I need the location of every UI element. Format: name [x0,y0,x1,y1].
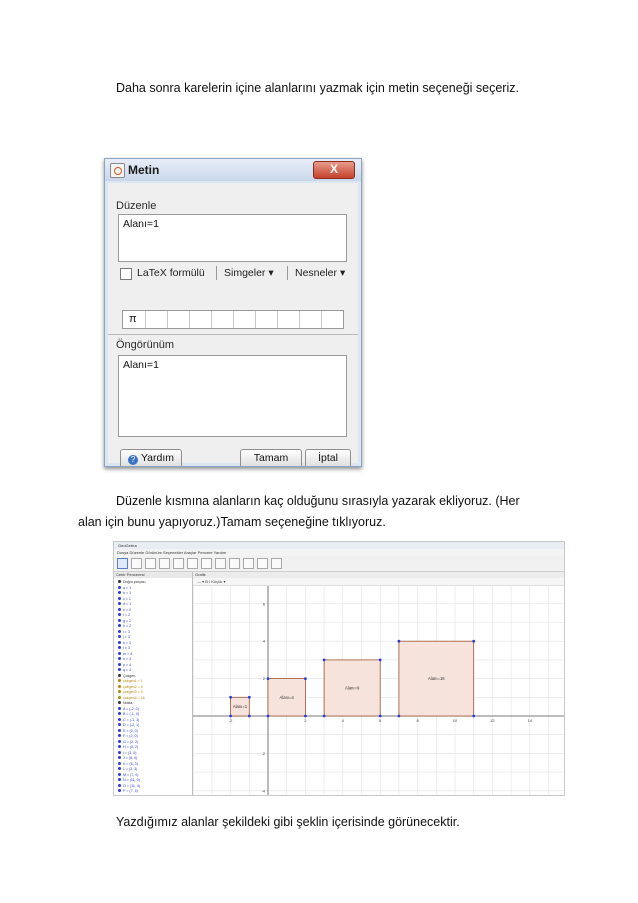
geogebra-screenshot [113,541,565,796]
algebra-item[interactable] [118,696,145,700]
symbol-cell [167,311,168,328]
toolbar-divider [216,266,217,280]
algebra-item-text: k = 3 [123,640,131,645]
app-icon [110,163,125,178]
visibility-dot-icon[interactable] [118,751,121,754]
algebra-item-text: q = 4 [123,668,132,672]
visibility-dot-icon[interactable] [118,668,121,671]
algebra-item[interactable] [118,685,143,689]
polygon-tool-icon[interactable] [173,558,184,569]
visibility-dot-icon[interactable] [118,635,121,638]
algebra-item[interactable] [118,597,131,601]
algebra-item[interactable] [118,674,135,678]
algebra-item-text: F = (2, 0) [123,734,138,738]
paragraph-duzenle-line2: alan için bunu yapıyoruz.)Tamam seçeneğine tıklıyoruz. [78,515,386,529]
algebra-item-text: D = (-2, 1) [123,723,140,727]
algebra-item-text: c = 1 [123,596,131,601]
move-tool-icon[interactable] [117,558,128,569]
visibility-dot-icon[interactable] [118,646,121,649]
algebra-item-text: d = 1 [123,602,132,606]
algebra-item-text: H = (0, 2) [123,745,139,749]
metin-dialog-screenshot [104,158,362,467]
algebra-item-text: L = (3, 3) [123,767,138,771]
perpendicular-tool-icon[interactable] [159,558,170,569]
algebra-item-text: Nokta [123,701,133,705]
algebra-item-text: B = (-1, 0) [123,712,140,716]
vertex-point [248,696,251,699]
dialog-title: Metin [128,163,160,177]
slider-tool-icon[interactable] [257,558,268,569]
graphics-view-header: Grafik [193,572,564,578]
circle-tool-icon[interactable] [187,558,198,569]
algebra-item[interactable] [118,663,131,667]
algebra-item-text: g = 2 [123,618,132,623]
area-label: Alanı=16 [427,676,445,682]
visibility-dot-icon[interactable] [118,608,121,611]
vertex-point [304,677,307,680]
algebra-item-text: e = 2 [123,607,132,612]
vertex-point [267,677,270,680]
visibility-dot-icon[interactable] [118,718,121,721]
algebra-item-text: çokgen4 = 16 [123,695,145,700]
algebra-item-text: N = (11, 0) [123,778,140,782]
algebra-item-text: P = (7, 4) [123,789,138,793]
graphics-style-bar: — ▾ B I Küçük ▾ [193,578,564,586]
y-tick-label: -4 [261,788,265,794]
toolbar-divider [287,266,288,280]
visibility-dot-icon[interactable] [118,734,121,737]
algebra-item-text: j = 3 [123,635,130,639]
algebra-item[interactable] [118,657,131,661]
y-tick-label: 2 [262,676,265,682]
visibility-dot-icon[interactable] [118,789,121,792]
symbol-cell [321,311,322,328]
visibility-dot-icon[interactable] [118,696,121,699]
vertex-point [379,715,382,718]
algebra-item-text: Doğru parçası [123,580,146,584]
algebra-item-text: i = 3 [123,629,130,634]
vertex-point [267,715,270,718]
visibility-dot-icon[interactable] [118,641,121,644]
algebra-item-text: f = 2 [123,613,131,617]
x-tick-label: 14 [527,718,533,723]
edit-textarea[interactable]: Alanı=1 [118,214,347,262]
symbol-cell [255,311,256,328]
vertex-point [304,715,307,718]
vertex-point [229,696,232,699]
y-tick-label: -2 [261,750,265,756]
dialog-title-bar [105,159,361,181]
help-icon: ? [128,455,138,465]
visibility-dot-icon[interactable] [118,586,121,589]
vertex-point [398,640,401,643]
algebra-item[interactable] [118,729,138,733]
objects-dropdown[interactable]: Nesneler ▾ [295,267,346,279]
algebra-item[interactable] [118,690,143,694]
visibility-dot-icon[interactable] [118,740,121,743]
symbol-cell [145,311,146,328]
visibility-dot-icon[interactable] [118,630,121,633]
coordinate-plane[interactable] [193,586,564,795]
algebra-item-text: a = 1 [123,585,132,590]
algebra-item[interactable] [118,745,138,749]
vertex-point [323,659,326,662]
algebra-item[interactable] [118,635,130,639]
geogebra-toolbar [114,556,564,572]
algebra-item[interactable] [118,641,131,645]
algebra-item[interactable] [118,712,139,716]
visibility-dot-icon[interactable] [118,712,121,715]
x-tick-label: 12 [490,718,495,723]
algebra-item[interactable] [118,756,137,760]
visibility-dot-icon[interactable] [118,745,121,748]
visibility-dot-icon[interactable] [118,597,121,600]
paragraph-result: Yazdığımız alanlar şekildeki gibi şeklin içerisinde görünecektir. [116,815,460,829]
algebra-item[interactable] [118,646,130,650]
edit-group-label: Düzenle [116,200,157,212]
algebra-item-text: çokgen3 = 9 [123,690,143,694]
area-label: Alanı=9 [344,685,360,691]
algebra-item-text: I = (3, 0) [123,750,137,755]
algebra-item[interactable] [118,613,130,617]
algebra-item-text: A = (-2, 0) [123,706,139,711]
reflect-tool-icon[interactable] [229,558,240,569]
x-tick-label: 10 [452,718,458,723]
visibility-dot-icon[interactable] [118,773,121,776]
point-tool-icon[interactable] [131,558,142,569]
visibility-dot-icon[interactable] [118,756,121,759]
algebra-item[interactable] [118,751,136,755]
algebra-item[interactable] [118,668,131,672]
visibility-dot-icon[interactable] [118,729,121,732]
algebra-item-text: m = 4 [123,651,133,656]
algebra-item-text: C = (-1, 1) [123,717,140,722]
algebra-item-text: p = 4 [123,662,132,667]
visibility-dot-icon[interactable] [118,602,121,605]
help-button-label: Yardım [140,452,175,464]
y-tick-label: 6 [262,601,265,607]
x-tick-label: 6 [379,718,382,723]
vertex-point [323,715,326,718]
visibility-dot-icon[interactable] [118,624,121,627]
x-tick-label: 2 [304,718,307,723]
area-label: Alanı=4 [279,694,294,700]
move-view-tool-icon[interactable] [271,558,282,569]
algebra-item-text: E = (0, 0) [123,728,138,733]
algebra-item[interactable] [118,619,131,623]
ellipse-tool-icon[interactable] [201,558,212,569]
symbol-cell [277,311,278,328]
visibility-dot-icon[interactable] [118,723,121,726]
symbols-dropdown[interactable]: Simgeler ▾ [224,267,274,279]
algebra-item[interactable] [118,718,139,722]
preview-area: Alanı=1 [118,355,347,437]
algebra-item[interactable] [118,784,140,788]
algebra-item-text: çokgen1 = 1 [123,679,143,683]
algebra-item-text: Çokgen [123,673,136,678]
symbol-cell [299,311,300,328]
algebra-item[interactable] [118,630,130,634]
algebra-item[interactable] [118,591,131,595]
algebra-item-text: b = 1 [123,591,132,595]
geogebra-menu-bar: Dosya Düzenle Görünüm Seçenekler Araçlar Pencere Yardım [114,549,564,556]
visibility-dot-icon[interactable] [118,591,121,594]
algebra-item[interactable] [118,789,138,793]
symbol-cell [233,311,234,328]
vertex-point [248,715,251,718]
paragraph-metin-intro: Daha sonra karelerin içine alanlarını yazmak için metin seçeneği seçeriz. [116,81,519,95]
vertex-point [229,715,232,718]
visibility-dot-icon[interactable] [118,580,121,583]
latex-label: LaTeX formülü [137,267,205,279]
symbol-row [122,310,344,329]
algebra-item[interactable] [118,701,132,705]
paragraph-duzenle-line1: Düzenle kısmına alanların kaç olduğunu sırasıyla yazarak ekliyoruz. (Her [116,494,520,508]
visibility-dot-icon[interactable] [118,685,121,688]
geogebra-title-bar: GeoGebra [114,542,564,549]
visibility-dot-icon[interactable] [118,613,121,616]
algebra-item[interactable] [118,773,138,777]
visibility-dot-icon[interactable] [118,679,121,682]
visibility-dot-icon[interactable] [118,674,121,677]
algebra-item-text: M = (7, 0) [123,772,139,777]
algebra-item-text: h = 2 [123,624,132,628]
graphics-view [193,572,564,795]
algebra-view-header: Cebir Penceresi [114,572,192,578]
text-tool-icon[interactable] [243,558,254,569]
algebra-item[interactable] [118,723,139,727]
algebra-item-text: J = (6, 0) [123,756,138,760]
algebra-item[interactable] [118,624,131,628]
vertex-point [398,715,401,718]
algebra-item-text: n = 4 [123,657,132,661]
visibility-dot-icon[interactable] [118,762,121,765]
area-label: Alanı=1 [232,704,248,710]
algebra-item-text: G = (2, 2) [123,739,139,744]
y-tick-label: 4 [262,638,265,644]
cancel-button[interactable]: İptal [305,449,351,467]
algebra-item-text: çokgen2 = 4 [123,684,143,689]
visibility-dot-icon[interactable] [118,701,121,704]
algebra-item[interactable] [118,767,137,771]
symbol-cell [211,311,212,328]
visibility-dot-icon[interactable] [118,767,121,770]
visibility-dot-icon[interactable] [118,784,121,787]
vertex-point [472,715,475,718]
algebra-item[interactable] [118,679,143,683]
algebra-view [114,572,193,795]
pi-symbol-button[interactable]: π [129,313,137,325]
vertex-point [379,659,382,662]
algebra-item-text: l = 3 [123,646,130,650]
close-button[interactable]: X [313,161,355,179]
algebra-item-text: O = (11, 4) [123,783,141,788]
visibility-dot-icon[interactable] [118,657,121,660]
algebra-item[interactable] [118,580,146,584]
help-button[interactable] [120,449,182,467]
x-tick-label: 8 [416,718,419,723]
preview-group-label: Öngörünüm [116,339,175,351]
algebra-item[interactable] [118,652,132,656]
visibility-dot-icon[interactable] [118,652,121,655]
vertex-point [472,640,475,643]
algebra-item[interactable] [118,602,131,606]
x-tick-label: -2 [228,718,233,723]
algebra-item[interactable] [118,707,139,711]
algebra-item[interactable] [118,734,138,738]
dialog-body [108,183,358,463]
symbol-cell [189,311,190,328]
visibility-dot-icon[interactable] [118,690,121,693]
algebra-item-text: K = (6, 3) [123,761,138,766]
algebra-item[interactable] [118,778,140,782]
line-tool-icon[interactable] [145,558,156,569]
algebra-item[interactable] [118,762,138,766]
visibility-dot-icon[interactable] [118,663,121,666]
x-tick-label: 4 [341,718,344,723]
visibility-dot-icon[interactable] [118,778,121,781]
algebra-item[interactable] [118,740,138,744]
latex-checkbox[interactable] [120,268,132,280]
visibility-dot-icon[interactable] [118,707,121,710]
algebra-item[interactable] [118,608,131,612]
section-divider [108,334,358,335]
algebra-item[interactable] [118,586,131,590]
angle-tool-icon[interactable] [215,558,226,569]
visibility-dot-icon[interactable] [118,619,121,622]
ok-button[interactable]: Tamam [240,449,302,467]
